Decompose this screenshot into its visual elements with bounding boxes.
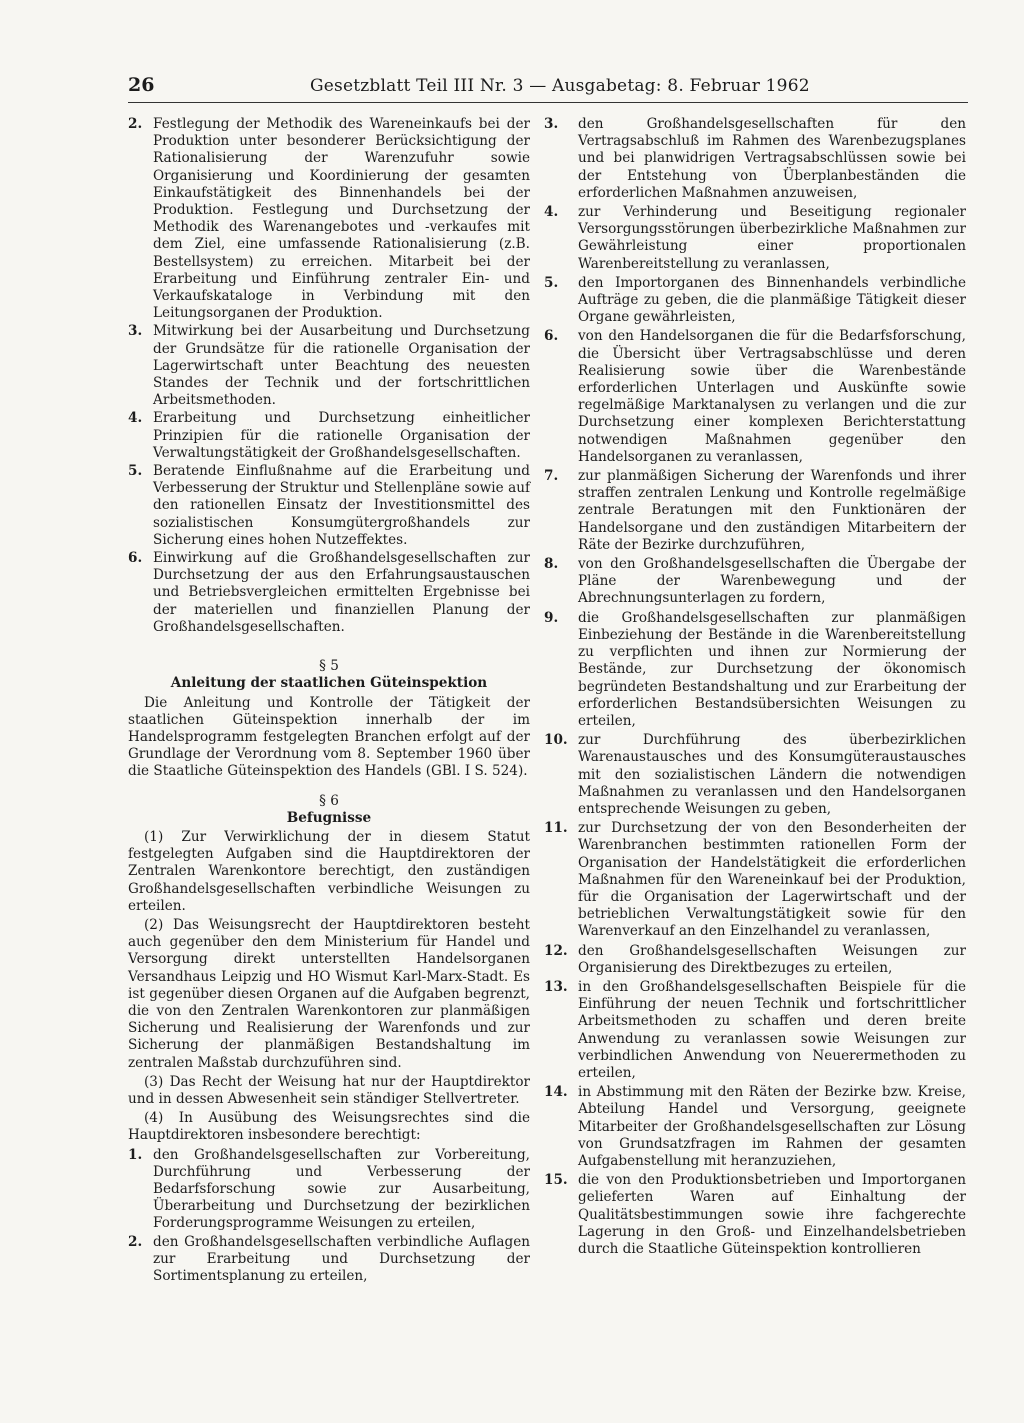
powers-list <box>128 1147 530 1286</box>
item-number: 15. <box>544 1172 568 1189</box>
item-text: den Großhandelsgesellschaften für den Vertragsabschluß im Rahmen des Warenbezugsplanes und bei planwidrigen Vertragsabschlüssen sowie bei der Entstehung von Überplanbeständen die erforderlichen Maßnahmen anzuweisen, <box>578 116 966 201</box>
item-number: 6. <box>128 550 143 567</box>
list-item <box>128 323 530 409</box>
item-text: von den Großhandelsgesellschaften die Übergabe der Pläne der Warenbewegung und der Abrechnungsunterlagen zu fordern, <box>578 556 966 607</box>
section-5-number: § 5 <box>319 658 339 675</box>
section-6-paragraph-2: (2) Das Weisungsrecht der Hauptdirektoren besteht auch gegenüber den dem Ministerium für Handel und Versorgung direkt unterstellten Handelsorganen Versandhaus Leipzig und HO Wismut Karl-Marx-Stadt. Es ist gegenüber diesen Organen auf die Aufgaben begrenzt, die von den Zentralen Warenkontoren zur planmäßigen Sicherung und Realisierung der Warenfonds und zur Sicherung der planmäßigen Bestandshaltung im zentralen Maßstab durchzuführen sind. <box>128 916 530 1071</box>
section-6-paragraph-3: (3) Das Recht der Weisung hat nur der Hauptdirektor und in dessen Abwesenheit sein ständiger Stellvertreter. <box>128 1073 530 1107</box>
item-number: 5. <box>128 463 143 480</box>
item-text: die Großhandelsgesellschaften zur planmäßigen Einbeziehung der Bestände in die Warenbereitstellung zu verpflichten und ihnen zur Normierung der Bestände, zur Durchsetzung der ökonomisch begründeten Bestandshaltung und zur Erarbeitung der erforderlichen Bestandsübersichten Weisungen zu erteilen, <box>578 609 966 729</box>
item-text: die von den Produktionsbetrieben und Importorganen gelieferten Waren auf Einhaltung der Qualitätsbestimmungen sowie ihre fachgerechte Lagerung in den Groß- und Einzelhandelsbetrieben durch die Staatliche Güteinspektion kontrollieren <box>578 1172 966 1257</box>
list-item <box>544 943 966 977</box>
item-number: 11. <box>544 820 568 837</box>
item-number: 4. <box>128 410 143 427</box>
item-number: 6. <box>544 328 559 345</box>
item-text: Festlegung der Methodik des Wareneinkaufs bei der Produktion unter besonderer Berücksichtigung der Rationalisierung der Warenzufuhr sowie Organisierung und Koordinierung der gesamten Einkaufstätigkeit des Binnenhandels bei der Produktion. Festlegung und Durchsetzung der Methodik des Warenangebotes und -verkaufes mit dem Ziel, eine umfassende Rationalisierung (z.B. Bestellsystem) zu erreichen. Mitarbeit bei der Erarbeitung und Einführung zentraler Ein- und Verkaufskataloge in Verbindung mit den Leitungsorganen der Produktion. <box>153 116 530 322</box>
item-text: den Importorganen des Binnenhandels verbindliche Aufträge zu geben, die die planmäßige Tätigkeit dieser Organe gewährleisten, <box>578 274 966 326</box>
section-6-number: § 6 <box>319 792 339 809</box>
page-number: 26 <box>128 74 155 96</box>
list-item <box>544 979 966 1082</box>
list-item <box>128 410 530 462</box>
list-item <box>544 1084 966 1170</box>
item-number: 3. <box>128 323 143 340</box>
left-column <box>128 116 530 1286</box>
list-item <box>544 204 966 273</box>
item-text: Erarbeitung und Durchsetzung einheitlicher Prinzipien für die rationelle Organisation der Verwaltungstätigkeit der Großhandelsgesellschaften. <box>153 410 530 461</box>
item-number: 2. <box>128 116 143 132</box>
list-item <box>544 610 966 730</box>
item-number: 9. <box>544 609 559 626</box>
list-item <box>128 550 530 636</box>
item-number: 8. <box>544 556 559 573</box>
list-item <box>544 328 966 466</box>
item-number: 5. <box>544 274 559 291</box>
section-6-paragraph-4: (4) In Ausübung des Weisungsrechtes sind die Hauptdirektoren insbesondere berechtigt: <box>128 1110 530 1144</box>
list-item <box>544 275 966 327</box>
list-item <box>544 468 966 554</box>
section-5-title: Anleitung der staatlichen Güteinspektion <box>170 675 488 692</box>
list-item <box>128 1234 530 1286</box>
right-column <box>544 116 966 1260</box>
list-item <box>128 116 530 322</box>
item-text: Mitwirkung bei der Ausarbeitung und Durchsetzung der Grundsätze für die rationelle Organisation der Lagerwirtschaft unter Beachtung des neuesten Standes der Technik und der fortschrittlichen Arbeitsmethoden. <box>153 323 530 409</box>
item-text: den Großhandelsgesellschaften zur Vorbereitung, Durchführung und Verbesserung der Bedarfsforschung sowie zur Ausarbeitung, Überarbeitung und Durchsetzung der bezirklichen Forderungsprogramme Weisungen zu erteilen, <box>153 1146 530 1232</box>
item-text: von den Handelsorganen die für die Bedarfsforschung, die Übersicht über Vertragsabschlüsse und deren Realisierung sowie über die Warenbestände erforderlichen Unterlagen und Auskünfte sowie regelmäßige Marktanalysen zu verlangen und die zur Durchsetzung einer komplexen Berichterstattung notwendigen Maßnahmen gegenüber den Handelsorganen zu veranlassen, <box>578 328 966 465</box>
list-item <box>544 556 966 608</box>
item-text: Beratende Einflußnahme auf die Erarbeitung und Verbesserung der Struktur und Stellenpläne sowie auf den rationellen Einsatz der Investitionsmittel des sozialistischen Konsumgütergroßhandels zur Sicherung eines hohen Nutzeffektes. <box>153 463 530 548</box>
item-text: Einwirkung auf die Großhandelsgesellschaften zur Durchsetzung der aus den Erfahrungsaustauschen und Betriebsvergleichen ermittelten Ergebnisse bei der materiellen und finanziellen Planung der Großhandelsgesellschaften. <box>153 550 530 635</box>
section-6-title: Befugnisse <box>286 809 372 826</box>
item-number: 4. <box>544 204 559 221</box>
list-item <box>544 116 966 202</box>
item-number: 3. <box>544 116 559 132</box>
list-item <box>128 463 530 549</box>
list-item <box>544 820 966 940</box>
item-number: 1. <box>128 1146 143 1163</box>
list-item <box>544 1172 966 1258</box>
item-number: 7. <box>544 468 559 485</box>
item-number: 10. <box>544 732 568 749</box>
item-number: 14. <box>544 1084 568 1101</box>
item-text: zur Durchsetzung der von den Besonderheiten der Warenbranchen bestimmten rationellen Form der Organisation der Handelstätigkeit die erforderlichen Maßnahmen für den Wareneinkauf bei der Produktion, für die Organisation der Lagerwirtschaft und der betrieblichen Verwaltungstätigkeit sowie für den Warenverkauf an den Einzelhandel zu veranlassen, <box>578 820 966 940</box>
item-text: den Großhandelsgesellschaften verbindliche Auflagen zur Erarbeitung und Durchsetzung der Sortimentsplanung zu erteilen, <box>153 1233 530 1284</box>
item-number: 2. <box>128 1233 143 1250</box>
section-6-paragraph-1: (1) Zur Verwirklichung der in diesem Statut festgelegten Aufgaben sind die Hauptdirektoren der Zentralen Warenkontore berechtigt, den zuständigen Großhandelsgesellschaften verbindliche Weisungen zu erteilen. <box>128 828 530 914</box>
list-item <box>128 1147 530 1233</box>
item-text: den Großhandelsgesellschaften Weisungen zur Organisierung des Direktbezuges zu erteilen, <box>578 942 966 976</box>
item-text: in den Großhandelsgesellschaften Beispiele für die Einführung der neuen Technik und fortschrittlicher Arbeitsmethoden zu schaffen und deren breite Anwendung zu veranlassen sowie Weisungen zur verbindlichen Anwendung von Neuerermethoden zu erteilen, <box>578 978 966 1081</box>
item-number: 12. <box>544 942 568 959</box>
section-5-text: Die Anleitung und Kontrolle der Tätigkeit der staatlichen Güteinspektion innerhalb der im Handelsprogramm festgelegten Branchen erfolgt auf der Grundlage der Verordnung vom 8. September 1960 über die Staatliche Güteinspektion des Handels (GBl. I S. 524). <box>128 694 530 780</box>
item-text: in Abstimmung mit den Räten der Bezirke bzw. Kreise, Abteilung Handel und Versorgung, geeignete Mitarbeiter der Großhandelsgesellschaften zur Lösung von Grundsatzfragen im Rahmen der gesamten Aufgabenstellung mit heranzuziehen, <box>578 1084 966 1169</box>
list-item <box>544 732 966 818</box>
item-text: zur Durchführung des überbezirklichen Warenaustausches und des Konsumgüteraustausches mit den sozialistischen Ländern die notwendigen Maßnahmen zu veranlassen und den Handelsorganen entsprechende Weisungen zu geben, <box>578 732 966 817</box>
item-number: 13. <box>544 978 568 995</box>
gazette-title: Gesetzblatt Teil III Nr. 3 — Ausgabetag: 8. Februar 1962 <box>310 76 810 96</box>
page-header <box>128 72 968 103</box>
item-text: zur Verhinderung und Beseitigung regionaler Versorgungsstörungen überbezirkliche Maßnahmen zur Gewährleistung einer proportionalen Warenbereitstellung zu veranlassen, <box>578 204 966 272</box>
item-text: zur planmäßigen Sicherung der Warenfonds und ihrer straffen zentralen Lenkung und Kontrolle regelmäßige zentrale Beratungen mit den Funktionären der Handelsorgane und den zuständigen Mitarbeitern der Räte der Bezirke durchzuführen, <box>578 468 966 553</box>
